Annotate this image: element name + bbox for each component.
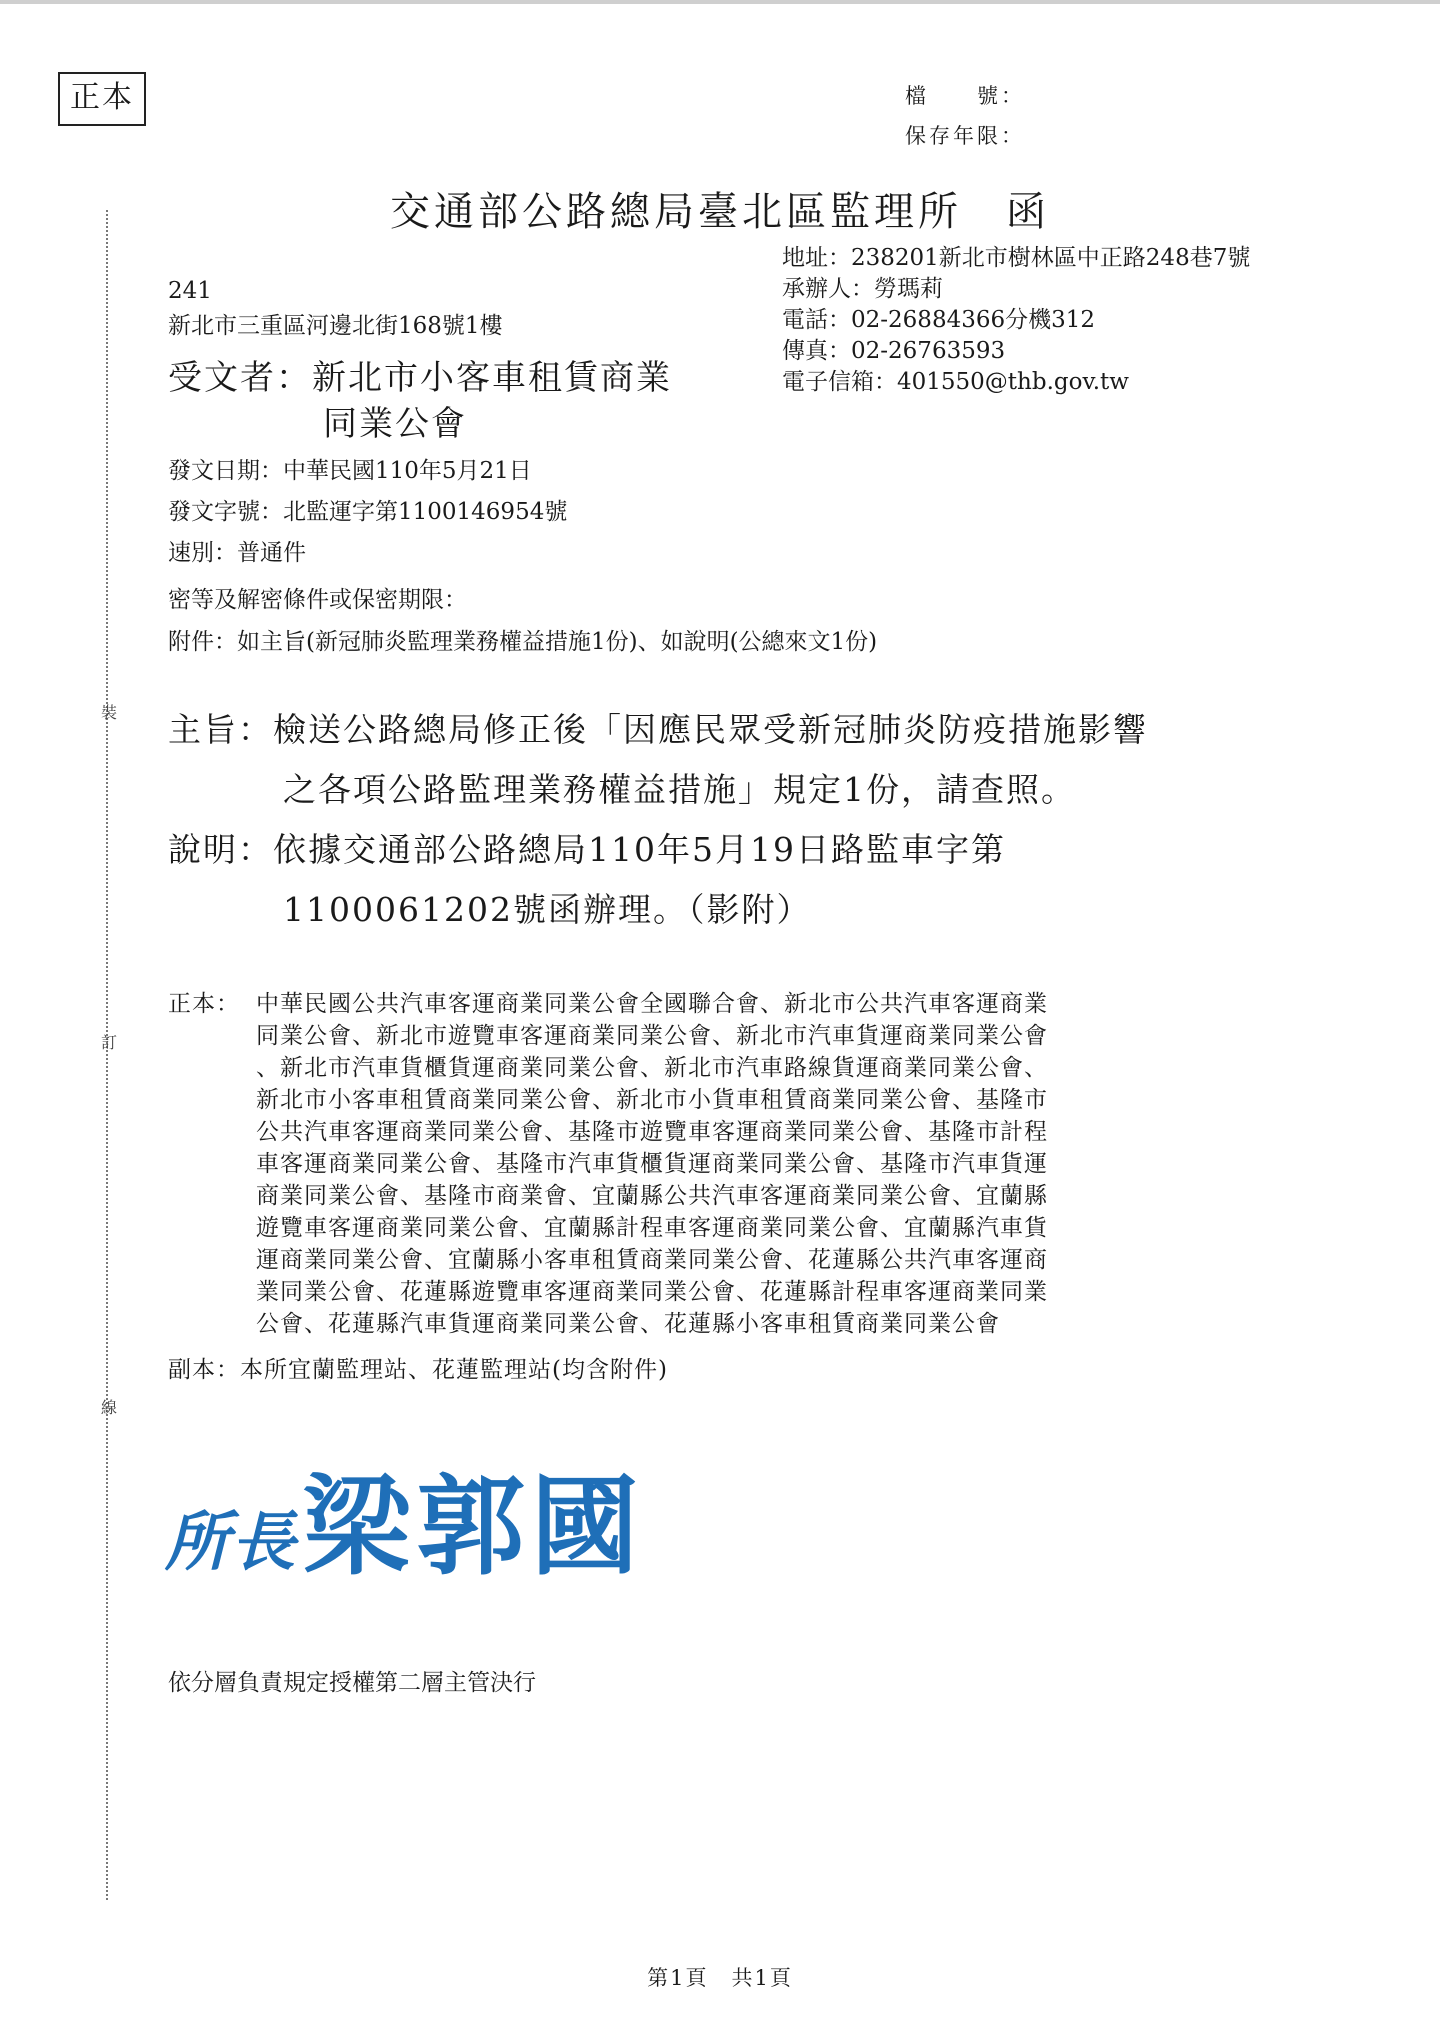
distribution-line: 新北市小客車租賃商業同業公會、新北市小貨車租賃商業同業公會、基隆市: [256, 1087, 1048, 1113]
distribution-line: 公會、花蓮縣汽車貨運商業同業公會、花蓮縣小客車租賃商業同業公會: [256, 1311, 1000, 1337]
recipient-line-2: 同業公會: [323, 404, 467, 444]
distribution-line: 同業公會、新北市遊覽車客運商業同業公會、新北市汽車貨運商業同業公會: [256, 1023, 1048, 1049]
sender-fax: 傳真：02-26763593: [782, 338, 1006, 364]
document-title: 交通部公路總局臺北區監理所 函: [390, 189, 1050, 235]
explanation-line-1: 說明：依據交通部公路總局110年5月19日路監車字第: [168, 830, 1006, 869]
distribution-line: 遊覽車客運商業同業公會、宜蘭縣計程車客運商業同業公會、宜蘭縣汽車貨: [256, 1215, 1048, 1241]
signature-name: 梁郭國: [302, 1464, 645, 1590]
subject-line-1: 主旨：檢送公路總局修正後「因應民眾受新冠肺炎防疫措施影響: [168, 710, 1148, 749]
director-signature-stamp: [165, 1440, 645, 1595]
signature-title: 所長: [165, 1505, 297, 1580]
distribution-line: 運商業同業公會、宜蘭縣小客車租賃商業同業公會、花蓮縣公共汽車客運商: [256, 1247, 1048, 1273]
recipient-address: 新北市三重區河邊北街168號1樓: [168, 313, 503, 339]
binding-mark-zhuang: 裝: [101, 703, 118, 722]
recipient-postal-code: 241: [168, 278, 212, 304]
distribution-list: [256, 988, 1256, 1340]
sender-address: 地址：238201新北市樹林區中正路248巷7號: [782, 245, 1251, 271]
original-copy-stamp: 正本: [58, 72, 146, 126]
distribution-line: 、新北市汽車貨櫃貨運商業同業公會、新北市汽車路線貨運商業同業公會、: [256, 1055, 1048, 1081]
document-number: 發文字號：北監運字第1100146954號: [168, 499, 568, 525]
distribution-line: 中華民國公共汽車客運商業同業公會全國聯合會、新北市公共汽車客運商業: [256, 991, 1048, 1017]
delivery-speed: 速別：普通件: [168, 540, 306, 566]
distribution-line: 車客運商業同業公會、基隆市汽車貨櫃貨運商業同業公會、基隆市汽車貨運: [256, 1151, 1048, 1177]
binding-mark-ding: 訂: [101, 1033, 118, 1052]
binding-line: [106, 210, 108, 1900]
issue-date: 發文日期：中華民國110年5月21日: [168, 458, 532, 484]
retention-period-label: 保存年限：: [905, 124, 1025, 148]
authority-note: 依分層負責規定授權第二層主管決行: [168, 1670, 536, 1696]
distribution-label: 正本：: [168, 991, 240, 1017]
sender-email: 電子信箱：401550@thb.gov.tw: [782, 369, 1129, 395]
sender-phone: 電話：02-26884366分機312: [782, 307, 1096, 333]
binding-mark-xian: 線: [101, 1398, 118, 1417]
copy-recipients: 副本：本所宜蘭監理站、花蓮監理站(均含附件): [168, 1357, 668, 1383]
distribution-line: 業同業公會、花蓮縣遊覽車客運商業同業公會、花蓮縣計程車客運商業同業: [256, 1279, 1048, 1305]
sender-contact: 承辦人：勞瑪莉: [782, 276, 943, 302]
page-footer: 第1頁 共1頁: [647, 1966, 793, 1990]
explanation-line-2: 1100061202號函辦理。（影附）: [283, 890, 812, 929]
distribution-line: 商業同業公會、基隆市商業會、宜蘭縣公共汽車客運商業同業公會、宜蘭縣: [256, 1183, 1048, 1209]
subject-line-2: 之各項公路監理業務權益措施」規定1份，請查照。: [283, 770, 1076, 809]
confidentiality: 密等及解密條件或保密期限：: [168, 587, 467, 613]
recipient-line-1: 受文者：新北市小客車租賃商業: [168, 358, 672, 398]
scan-edge: [0, 0, 1440, 4]
file-number-label: 檔 號：: [905, 84, 1025, 108]
distribution-line: 公共汽車客運商業同業公會、基隆市遊覽車客運商業同業公會、基隆市計程: [256, 1119, 1048, 1145]
attachments: 附件：如主旨(新冠肺炎監理業務權益措施1份)、如說明(公總來文1份): [168, 629, 878, 655]
